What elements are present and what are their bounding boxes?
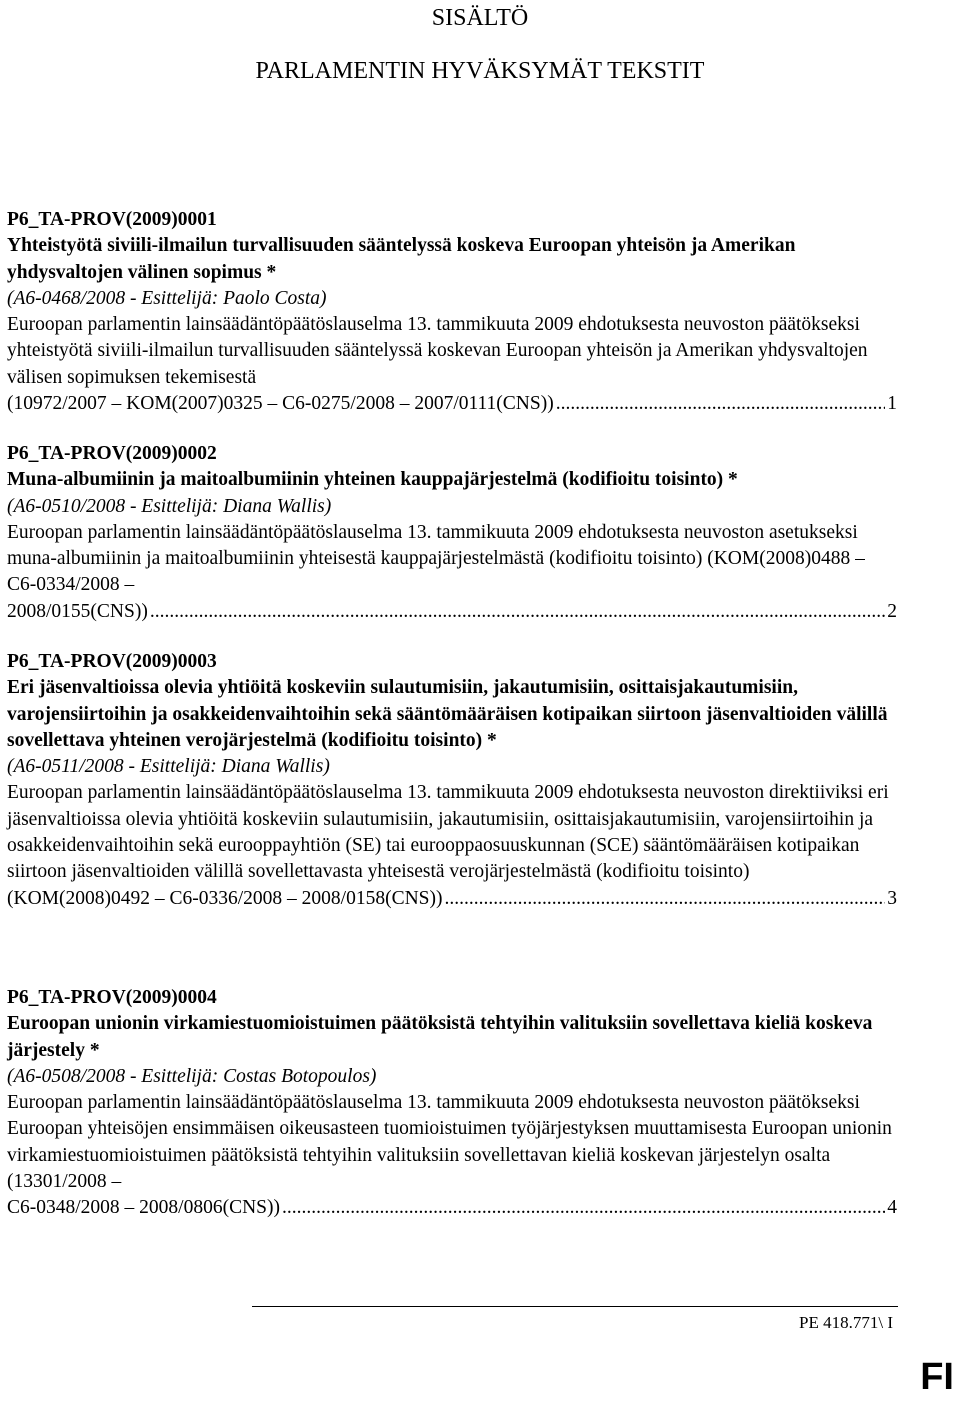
entry-rapporteur: (A6-0511/2008 - Esittelijä: Diana Wallis) bbox=[7, 756, 330, 778]
entry-last-text: C6-0348/2008 – 2008/0806(CNS)) bbox=[7, 1197, 280, 1219]
dot-leader bbox=[282, 1195, 885, 1221]
dot-leader bbox=[444, 886, 885, 912]
footer-divider bbox=[252, 1306, 898, 1307]
entry-code: P6_TA-PROV(2009)0002 bbox=[7, 443, 217, 464]
document-reference: PE 418.771\ I bbox=[799, 1313, 893, 1332]
entry-last-text: 2008/0155(CNS)) bbox=[7, 600, 148, 622]
entry-page-number: 4 bbox=[887, 1197, 897, 1219]
entry-body: Euroopan parlamentin lainsäädäntöpäätöslauselma 13. tammikuuta 2009 ehdotuksesta neuvoston direktiiviksi eri jäsenvaltioissa olevia yhtiöitä koskeviin sulautumisiin, jakautumisiin, osittaisjakautumisiin, varojensiirtoihin ja osakkeidenvaihtoihin sekä eurooppayhtiön (SE) tai eurooppaosuuskunnan (SCE) sääntömääräisen kotipaikan siirtoon jäsenvaltioiden välillä sovellettavasta yhteisestä verojärjestelmästä (kodifioitu toisinto) bbox=[7, 782, 889, 883]
entry-last-line bbox=[7, 599, 897, 625]
dot-leader bbox=[556, 391, 886, 417]
toc-entry bbox=[7, 207, 897, 417]
entry-heading: Eri jäsenvaltioissa olevia yhtiöitä koskeviin sulautumisiin, jakautumisiin, osittaisjakautumisiin, varojensiirtoihin ja osakkeidenvaihtoihin sekä sääntömääräisen kotipaikan siirtoon jäsenvaltioiden välillä sovellettava yhteinen verojärjestelmä (kodifioitu toisinto) * bbox=[7, 677, 888, 751]
entry-rapporteur: (A6-0510/2008 - Esittelijä: Diana Wallis) bbox=[7, 495, 332, 517]
document-title: SISÄLTÖ bbox=[431, 5, 529, 31]
document-subtitle: PARLAMENTIN HYVÄKSYMÄT TEKSTIT bbox=[255, 58, 705, 84]
entry-last-text: (KOM(2008)0492 – C6-0336/2008 – 2008/0158(CNS)) bbox=[7, 887, 443, 909]
entry-heading: Yhteistyötä siviili-ilmailun turvallisuuden sääntelyssä koskeva Euroopan yhteisön ja Amerikan yhdysvaltojen välinen sopimus * bbox=[7, 235, 796, 283]
entry-rapporteur: (A6-0508/2008 - Esittelijä: Costas Botopoulos) bbox=[7, 1065, 377, 1087]
entry-heading: Muna-albumiinin ja maitoalbumiinin yhteinen kauppajärjestelmä (kodifioitu toisinto) * bbox=[7, 469, 738, 491]
toc-entry bbox=[7, 985, 897, 1222]
entry-last-text: (10972/2007 – KOM(2007)0325 – C6-0275/2008 – 2007/0111(CNS)) bbox=[7, 393, 554, 415]
toc-entry bbox=[7, 649, 897, 912]
entry-body: Euroopan parlamentin lainsäädäntöpäätöslauselma 13. tammikuuta 2009 ehdotuksesta neuvoston päätökseksi yhteistyötä siviili-ilmailun turvallisuuden sääntelyssä koskevan Euroopan yhteisön ja Amerikan yhdysvaltojen välisen sopimuksen tekemisestä bbox=[7, 314, 868, 388]
entry-page-number: 3 bbox=[887, 887, 897, 909]
entry-rapporteur: (A6-0468/2008 - Esittelijä: Paolo Costa) bbox=[7, 287, 327, 309]
entry-heading: Euroopan unionin virkamiestuomioistuimen päätöksistä tehtyihin valituksiin sovellettava kieliä koskeva järjestely * bbox=[7, 1013, 873, 1061]
entry-body: Euroopan parlamentin lainsäädäntöpäätöslauselma 13. tammikuuta 2009 ehdotuksesta neuvoston asetukseksi muna-albumiinin ja maitoalbumiinin yhteisestä kauppajärjestelmästä (kodifioitu toisinto) (KOM(2008)0488 – C6-0334/2008 – bbox=[7, 521, 865, 596]
entry-page-number: 2 bbox=[887, 600, 897, 622]
entry-last-line bbox=[7, 1195, 897, 1221]
language-code: FI bbox=[920, 1356, 954, 1398]
dot-leader bbox=[150, 599, 885, 625]
toc-entry bbox=[7, 441, 897, 625]
entry-code: P6_TA-PROV(2009)0001 bbox=[7, 209, 217, 230]
entry-last-line bbox=[7, 886, 897, 912]
entry-code: P6_TA-PROV(2009)0003 bbox=[7, 651, 217, 672]
entry-page-number: 1 bbox=[887, 393, 897, 415]
entry-code: P6_TA-PROV(2009)0004 bbox=[7, 987, 217, 1008]
entry-last-line bbox=[7, 391, 897, 417]
entry-body: Euroopan parlamentin lainsäädäntöpäätöslauselma 13. tammikuuta 2009 ehdotuksesta neuvoston päätökseksi Euroopan yhteisöjen ensimmäisen oikeusasteen tuomioistuimen työjärjestyksen muuttamisesta Euroopan unionin virkamiestuomioistuimen päätöksistä tehtyihin valituksiin sovellettavan kieliä koskevan järjestelyn osalta (13301/2008 – bbox=[7, 1092, 892, 1193]
